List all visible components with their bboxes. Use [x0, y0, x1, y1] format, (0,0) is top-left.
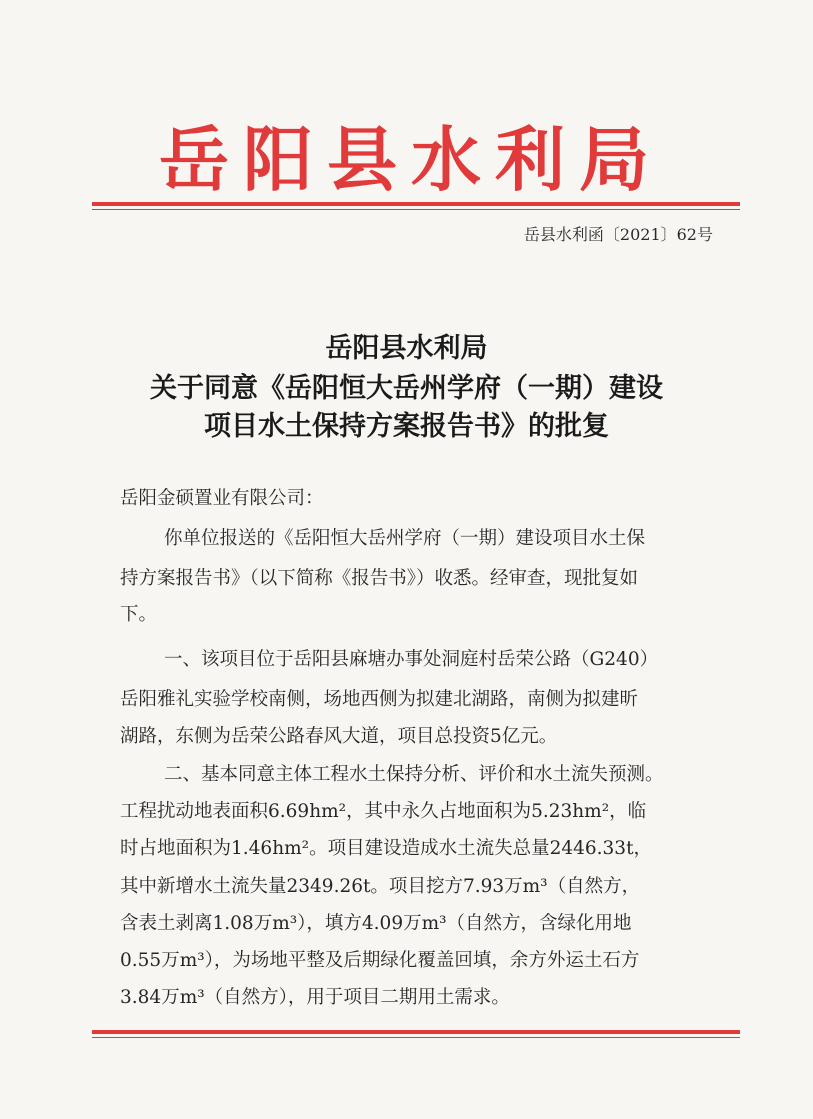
footer-red-rule-thin [92, 1037, 740, 1038]
body-line: 一、该项目位于岳阳县麻塘办事处洞庭村岳荣公路（G240） [164, 649, 659, 670]
document-title-line-2: 关于同意《岳阳恒大岳州学府（一期）建设 [150, 373, 663, 404]
document-title-line-3: 项目水土保持方案报告书》的批复 [204, 411, 609, 442]
document-number: 岳县水利函〔2021〕62号 [523, 225, 713, 244]
body-line: 0.55万m³），为场地平整及后期绿化覆盖回填，余方外运土石方 [120, 950, 640, 971]
body-line: 其中新增水土流失量2349.26t。项目挖方7.93万m³（自然方， [120, 876, 641, 897]
agency-letterhead: 岳阳县水利局 [159, 118, 663, 201]
footer-red-rule [92, 1030, 740, 1034]
body-line: 时占地面积为1.46hm²。项目建设造成水土流失总量2446.33t， [120, 838, 653, 859]
addressee: 岳阳金硕置业有限公司： [120, 488, 324, 509]
body-line: 持方案报告书》（以下简称《报告书》）收悉。经审查，现批复如 [120, 568, 639, 589]
document-title-line-1: 岳阳县水利局 [325, 333, 488, 364]
body-line: 3.84万m³（自然方），用于项目二期用土需求。 [120, 987, 510, 1008]
header-red-rule-thin [92, 209, 740, 210]
body-line: 你单位报送的《岳阳恒大岳州学府（一期）建设项目水土保 [164, 528, 646, 549]
body-line: 岳阳雅礼实验学校南侧，场地西侧为拟建北湖路，南侧为拟建昕 [120, 689, 639, 710]
body-line: 二、基本同意主体工程水土保持分析、评价和水土流失预测。 [164, 764, 664, 785]
header-red-rule [92, 202, 740, 206]
body-line: 下。 [120, 604, 158, 625]
body-line: 含表土剥离1.08万m³），填方4.09万m³（自然方，含绿化用地 [120, 913, 632, 934]
body-line: 湖路，东侧为岳荣公路春风大道，项目总投资5亿元。 [120, 726, 558, 747]
body-line: 工程扰动地表面积6.69hm²，其中永久占地面积为5.23hm²，临 [120, 801, 647, 822]
